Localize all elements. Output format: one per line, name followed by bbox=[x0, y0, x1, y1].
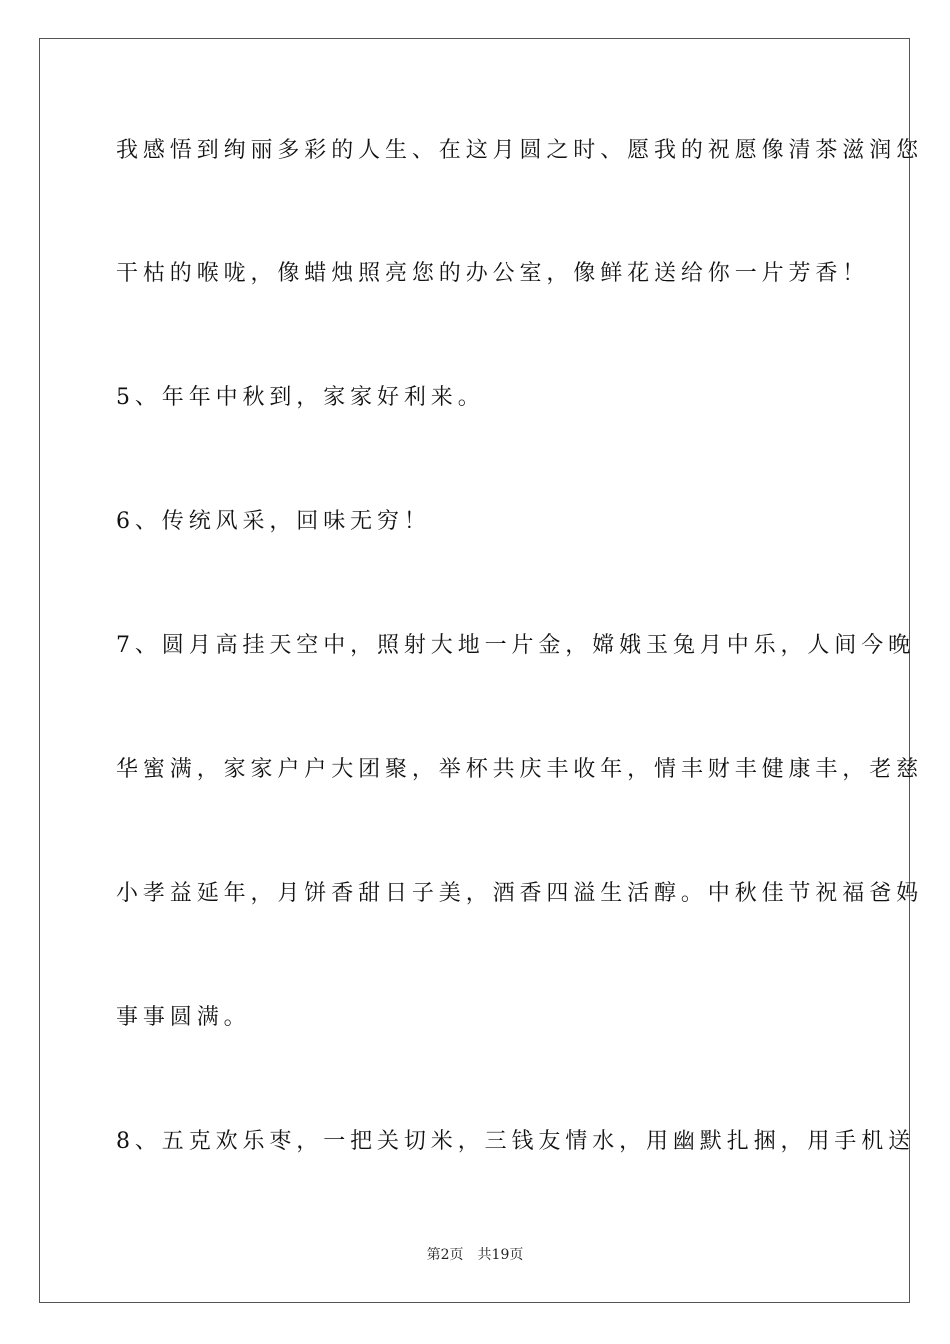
page-number: 第2页 bbox=[426, 1247, 464, 1263]
text-line: 7、圆月高挂天空中，照射大地一片金，嫦娥玉兔月中乐，人间今晚 bbox=[116, 633, 915, 658]
text-line: 事事圆满。 bbox=[116, 1005, 251, 1030]
text-line: 6、传统风采，回味无穷！ bbox=[116, 509, 431, 534]
text-line: 我感悟到绚丽多彩的人生、在这月圆之时、愿我的祝愿像清茶滋润您 bbox=[116, 138, 924, 163]
text-line: 华蜜满，家家户户大团聚，举杯共庆丰收年，情丰财丰健康丰，老慈 bbox=[116, 757, 924, 782]
page-footer bbox=[0, 1246, 950, 1264]
text-line: 8、五克欢乐枣，一把关切米，三钱友情水，用幽默扎捆，用手机送 bbox=[116, 1129, 915, 1154]
text-line: 小孝益延年，月饼香甜日子美，酒香四溢生活醇。中秋佳节祝福爸妈 bbox=[116, 881, 924, 906]
page-total: 共19页 bbox=[477, 1247, 524, 1263]
text-line: 5、年年中秋到，家家好利来。 bbox=[116, 385, 485, 410]
page-border bbox=[39, 38, 924, 1303]
text-line: 干枯的喉咙，像蜡烛照亮您的办公室，像鲜花送给你一片芳香！ bbox=[116, 261, 870, 286]
